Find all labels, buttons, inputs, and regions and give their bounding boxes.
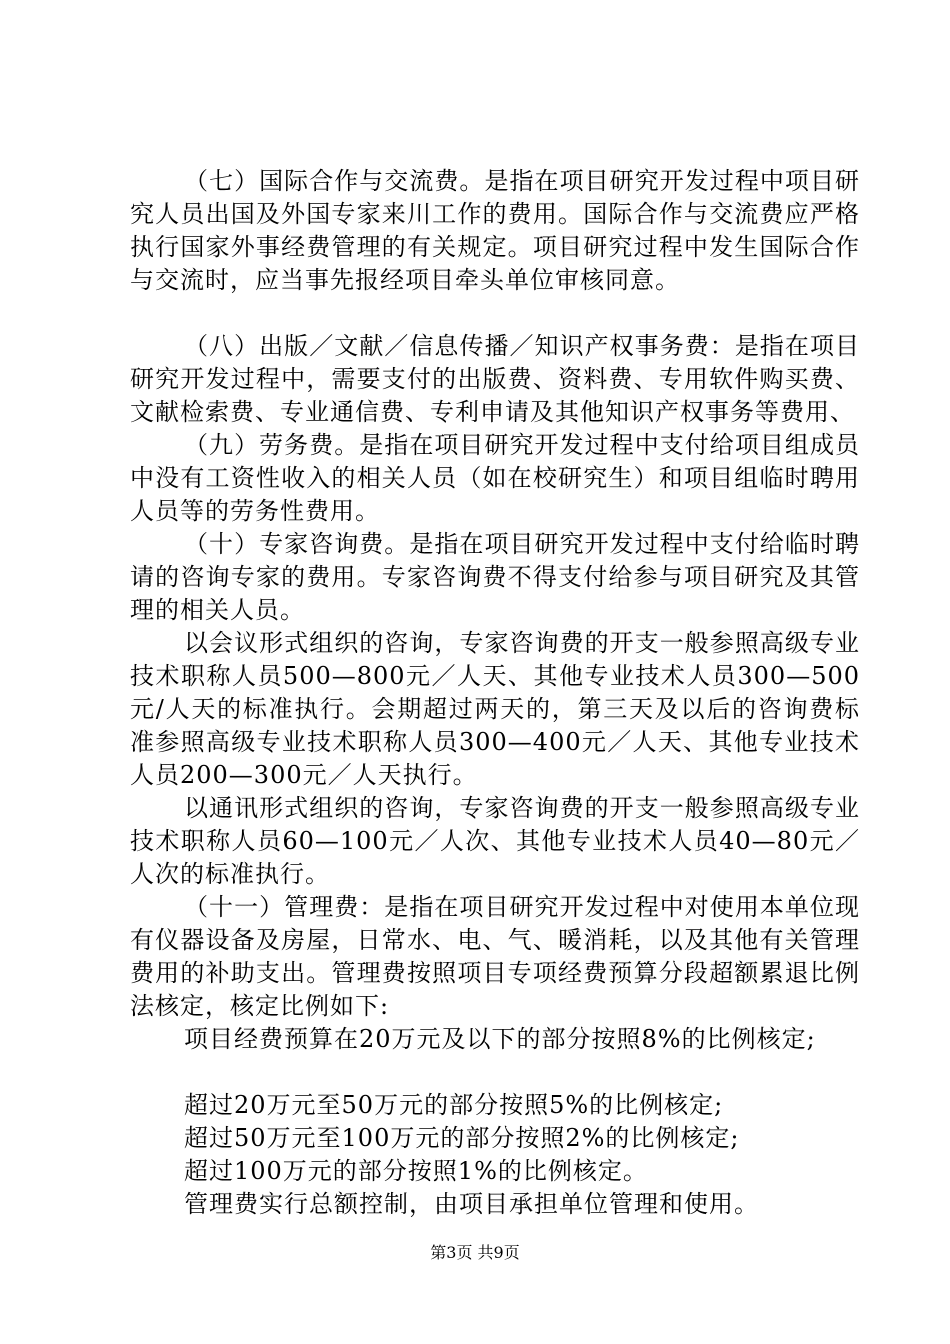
paragraph-expert-consulting-fee: （十）专家咨询费。是指在项目研究开发过程中支付给临时聘请的咨询专家的费用。专家咨询费不得支付给参与项目研究及其管理的相关人员。 <box>130 530 860 624</box>
paragraph-spacer <box>130 297 860 330</box>
document-body <box>130 165 860 1221</box>
paragraph-rate-tier-3: 超过50万元至100万元的部分按照2%的比例核定; <box>184 1124 740 1152</box>
paragraph-labor-fee: （九）劳务费。是指在项目研究开发过程中支付给项目组成员中没有工资性收入的相关人员（如在校研究生）和项目组临时聘用人员等的劳务性费用。 <box>130 431 860 525</box>
paragraph-rate-tier-2: 超过20万元至50万元的部分按照5%的比例核定; <box>184 1091 724 1119</box>
paragraph-rate-tier-1: 项目经费预算在20万元及以下的部分按照8%的比例核定; <box>184 1025 816 1053</box>
paragraph-meeting-consulting-rates: 以会议形式组织的咨询，专家咨询费的开支一般参照高级专业技术职称人员500—800元／人天、其他专业技术人员300—500元/人天的标准执行。会期超过两天的，第三天及以后的咨询费标准参照高级专业技术职称人员300—400元／人天、其他专业技术人员200—300元／人天执行。 <box>130 629 860 789</box>
paragraph-international-cooperation-fee: （七）国际合作与交流费。是指在项目研究开发过程中项目研究人员出国及外国专家来川工作的费用。国际合作与交流费应严格执行国家外事经费管理的有关规定。项目研究过程中发生国际合作与交流时，应当事先报经项目牵头单位审核同意。 <box>130 167 860 294</box>
paragraph-management-fee: （十一）管理费：是指在项目研究开发过程中对使用本单位现有仪器设备及房屋，日常水、电、气、暖消耗，以及其他有关管理费用的补助支出。管理费按照项目专项经费预算分段超额累退比例法核定，核定比例如下: <box>130 893 860 1020</box>
paragraph-spacer <box>130 1056 860 1089</box>
paragraph-total-control: 管理费实行总额控制，由项目承担单位管理和使用。 <box>184 1190 759 1218</box>
paragraph-publication-fee: （八）出版／文献／信息传播／知识产权事务费：是指在项目研究开发过程中，需要支付的出版费、资料费、专用软件购买费、文献检索费、专业通信费、专利申请及其他知识产权事务等费用、 <box>130 332 860 426</box>
page-number-footer: 第3页 共9页 <box>430 1243 520 1262</box>
paragraph-rate-tier-4: 超过100万元的部分按照1%的比例核定。 <box>184 1157 648 1185</box>
paragraph-correspondence-consulting-rates: 以通讯形式组织的咨询，专家咨询费的开支一般参照高级专业技术职称人员60—100元／人次、其他专业技术人员40—80元／人次的标准执行。 <box>130 794 860 888</box>
